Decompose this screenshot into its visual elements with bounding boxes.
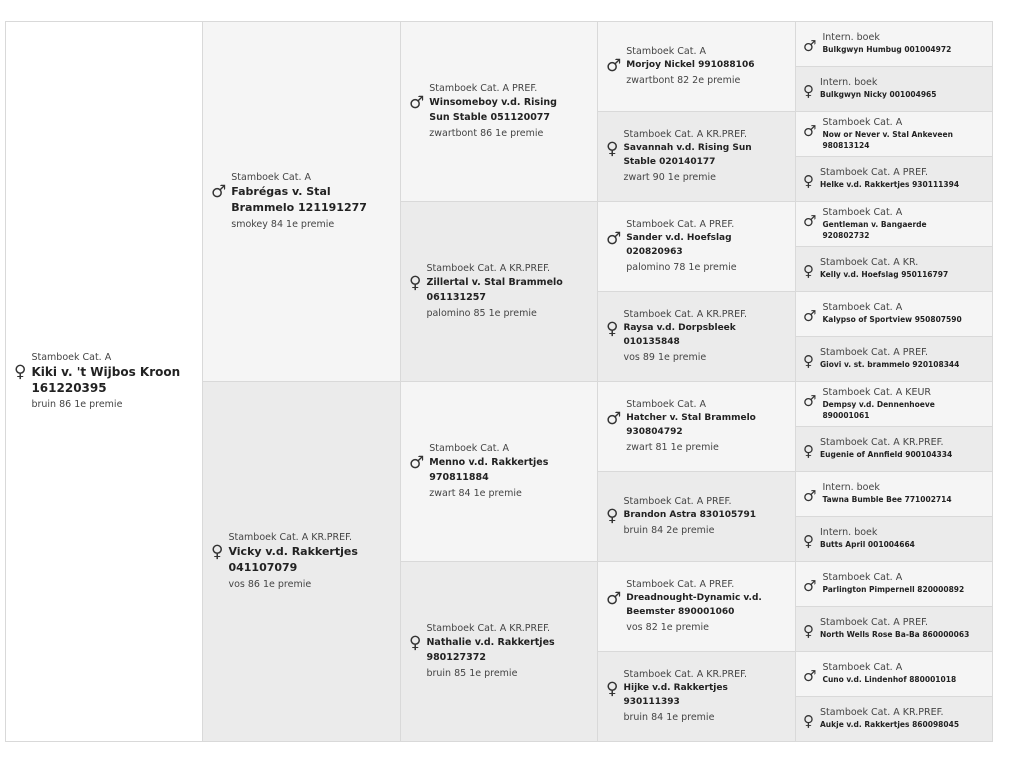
pedigree-cell-gen2	[400, 561, 598, 742]
female-symbol-icon: ♀	[803, 442, 814, 461]
female-symbol-icon: ♀	[409, 633, 422, 653]
horse-info	[626, 45, 781, 88]
pedigree-cell-gen4	[795, 561, 993, 607]
male-symbol-icon: ♂	[409, 453, 425, 473]
horse-name-link[interactable]: Tawna Bumble Bee 771002714	[822, 495, 952, 505]
pedigree-entry	[796, 572, 992, 596]
horse-name-link[interactable]: North Wells Rose Ba-Ba 860000063	[820, 630, 970, 640]
pedigree-entry	[6, 351, 202, 412]
pedigree-cell-gen4	[795, 381, 993, 427]
pedigree-cell-gen0	[5, 21, 203, 742]
pedigree-entry	[401, 622, 597, 681]
studbook-category: Stamboek Cat. A KR.PREF.	[623, 669, 748, 680]
pedigree-entry	[203, 171, 400, 232]
horse-name-link[interactable]: Sander v.d. Hoefslag 020820963	[626, 233, 732, 257]
horse-name-link[interactable]: Raysa v.d. Dorpsbleek 010135848	[623, 323, 736, 347]
horse-info	[623, 308, 778, 365]
pedigree-entry	[598, 128, 795, 185]
horse-info	[822, 482, 992, 506]
pedigree-entry	[401, 82, 597, 141]
horse-info	[822, 207, 992, 242]
horse-name-link[interactable]: Bulkgwyn Humbug 001004972	[822, 45, 952, 55]
male-symbol-icon: ♂	[606, 56, 622, 76]
horse-info	[822, 117, 992, 152]
male-symbol-icon: ♂	[803, 487, 817, 506]
studbook-category: Stamboek Cat. A	[626, 46, 707, 57]
horse-detail: zwart 81 1e premie	[626, 442, 719, 453]
studbook-category: Intern. boek	[820, 77, 878, 89]
horse-detail: vos 86 1e premie	[228, 579, 312, 590]
pedigree-cell-gen3	[597, 651, 796, 742]
male-symbol-icon: ♂	[803, 667, 817, 686]
female-symbol-icon: ♀	[606, 506, 619, 526]
horse-name-link[interactable]: Giovi v. st. brammelo 920108344	[820, 360, 960, 370]
horse-info	[626, 398, 781, 455]
horse-info	[820, 527, 992, 551]
pedigree-entry	[598, 668, 795, 725]
horse-name-link[interactable]: Gentleman v. Bangaerde 920802732	[822, 219, 927, 240]
female-symbol-icon: ♀	[606, 679, 619, 699]
pedigree-entry	[796, 662, 992, 686]
horse-detail: bruin 86 1e premie	[31, 399, 123, 410]
female-symbol-icon: ♀	[803, 622, 814, 641]
horse-detail: bruin 84 2e premie	[623, 525, 715, 536]
studbook-category: Stamboek Cat. A	[429, 443, 510, 454]
pedigree-cell-gen4	[795, 696, 993, 742]
horse-name-link[interactable]: Dempsy v.d. Dennenhoeve 890001061	[822, 399, 935, 420]
horse-name-link[interactable]: Zillertal v. Stal Brammelo 061131257	[426, 277, 563, 303]
male-symbol-icon: ♂	[803, 37, 817, 56]
pedigree-entry	[796, 167, 992, 191]
pedigree-cell-gen3	[597, 291, 796, 382]
pedigree-entry	[796, 527, 992, 551]
male-symbol-icon: ♂	[803, 307, 817, 326]
horse-name-link[interactable]: Eugenie of Annfield 900104334	[820, 450, 953, 460]
studbook-category: Stamboek Cat. A KR.	[820, 257, 919, 269]
pedigree-cell-gen4	[795, 66, 993, 112]
studbook-category: Stamboek Cat. A	[822, 116, 903, 128]
horse-info	[228, 531, 378, 592]
pedigree-cell-gen1	[202, 381, 401, 742]
pedigree-entry	[598, 578, 795, 635]
horse-name-link[interactable]: Bulkgwyn Nicky 001004965	[820, 90, 937, 100]
pedigree-cell-gen4	[795, 516, 993, 562]
horse-name-link[interactable]: Brandon Astra 830105791	[623, 510, 757, 520]
female-symbol-icon: ♀	[14, 362, 27, 382]
studbook-category: Stamboek Cat. A KR.PREF.	[426, 263, 551, 274]
horse-info	[820, 347, 992, 371]
horse-detail: zwart 90 1e premie	[623, 172, 717, 183]
female-symbol-icon: ♀	[606, 319, 619, 339]
studbook-category: Stamboek Cat. A KR.PREF.	[623, 129, 748, 140]
female-symbol-icon: ♀	[409, 273, 422, 293]
pedigree-entry	[598, 308, 795, 365]
pedigree-cell-gen3	[597, 201, 796, 292]
horse-info	[623, 128, 778, 185]
horse-detail: vos 89 1e premie	[623, 352, 707, 363]
horse-info	[820, 257, 992, 281]
male-symbol-icon: ♂	[606, 409, 622, 429]
studbook-category: Stamboek Cat. A	[231, 172, 312, 183]
horse-name-link[interactable]: Helke v.d. Rakkertjes 930111394	[820, 180, 960, 190]
studbook-category: Stamboek Cat. A	[626, 399, 707, 410]
female-symbol-icon: ♀	[803, 262, 814, 281]
horse-name-link[interactable]: Kalypso of Sportview 950807590	[822, 315, 962, 325]
pedigree-entry	[598, 218, 795, 275]
pedigree-cell-gen3	[597, 21, 796, 112]
pedigree-cell-gen2	[400, 381, 598, 562]
studbook-category: Stamboek Cat. A PREF.	[820, 167, 929, 179]
studbook-category: Stamboek Cat. A	[822, 206, 903, 218]
horse-name-link[interactable]: Dreadnought-Dynamic v.d. Beemster 890001060	[626, 593, 762, 617]
horse-info	[822, 662, 992, 686]
studbook-category: Intern. boek	[822, 482, 880, 494]
horse-name-link[interactable]: Parlington Pimpernell 820000892	[822, 585, 965, 595]
studbook-category: Stamboek Cat. A	[822, 302, 903, 314]
pedigree-cell-gen4	[795, 111, 993, 157]
studbook-category: Stamboek Cat. A KR.PREF.	[820, 437, 944, 449]
horse-info	[820, 77, 992, 101]
pedigree-cell-gen3	[597, 471, 796, 562]
studbook-category: Stamboek Cat. A PREF.	[626, 579, 735, 590]
horse-info	[429, 442, 579, 501]
horse-name-link[interactable]: Kiki v. 't Wijbos Kroon 161220395	[31, 365, 181, 395]
pedigree-cell-gen4	[795, 471, 993, 517]
pedigree-entry	[796, 437, 992, 461]
pedigree-cell-gen1	[202, 21, 401, 382]
pedigree-entry	[796, 347, 992, 371]
pedigree-entry	[796, 77, 992, 101]
male-symbol-icon: ♂	[409, 93, 425, 113]
horse-info	[822, 32, 992, 56]
horse-detail: zwartbont 86 1e premie	[429, 128, 544, 139]
pedigree-cell-gen4	[795, 336, 993, 382]
pedigree-cell-gen3	[597, 381, 796, 472]
horse-detail: palomino 78 1e premie	[626, 262, 737, 273]
horse-detail: zwartbont 82 2e premie	[626, 75, 741, 86]
horse-name-link[interactable]: Nathalie v.d. Rakkertjes 980127372	[426, 637, 555, 663]
male-symbol-icon: ♂	[803, 577, 817, 596]
horse-info	[822, 387, 992, 422]
studbook-category: Stamboek Cat. A KR.PREF.	[228, 532, 353, 543]
pedigree-entry	[796, 302, 992, 326]
pedigree-cell-gen4	[795, 426, 993, 472]
studbook-category: Stamboek Cat. A PREF.	[623, 496, 732, 507]
pedigree-entry	[796, 257, 992, 281]
pedigree-entry	[796, 482, 992, 506]
male-symbol-icon: ♂	[803, 391, 817, 410]
pedigree-entry	[796, 207, 992, 242]
pedigree-entry	[203, 531, 400, 592]
male-symbol-icon: ♂	[606, 589, 622, 609]
horse-info	[623, 495, 778, 538]
horse-detail: vos 82 1e premie	[626, 622, 709, 633]
studbook-category: Stamboek Cat. A KEUR	[822, 386, 932, 398]
pedigree-entry	[796, 707, 992, 731]
pedigree-cell-gen2	[400, 21, 598, 202]
pedigree-cell-gen4	[795, 246, 993, 292]
horse-name-link[interactable]: Kelly v.d. Hoefslag 950116797	[820, 270, 949, 280]
pedigree-entry	[796, 617, 992, 641]
male-symbol-icon: ♂	[803, 121, 817, 140]
horse-info	[822, 572, 992, 596]
pedigree-cell-gen4	[795, 156, 993, 202]
studbook-category: Stamboek Cat. A PREF.	[820, 347, 929, 359]
horse-info	[31, 351, 181, 412]
horse-info	[426, 262, 576, 321]
studbook-category: Stamboek Cat. A KR.PREF.	[426, 623, 551, 634]
male-symbol-icon: ♂	[211, 182, 227, 202]
horse-info	[626, 578, 781, 635]
studbook-category: Stamboek Cat. A PREF.	[429, 83, 538, 94]
pedigree-entry	[401, 262, 597, 321]
female-symbol-icon: ♀	[803, 82, 814, 101]
horse-name-link[interactable]: Cuno v.d. Lindenhof 880001018	[822, 675, 957, 685]
horse-name-link[interactable]: Winsomeboy v.d. Rising Sun Stable 051120077	[429, 97, 557, 123]
horse-info	[822, 302, 992, 326]
pedigree-entry	[598, 398, 795, 455]
horse-detail: bruin 84 1e premie	[623, 712, 715, 723]
male-symbol-icon: ♂	[803, 211, 817, 230]
pedigree-entry	[401, 442, 597, 501]
studbook-category: Stamboek Cat. A	[31, 352, 112, 363]
horse-name-link[interactable]: Now or Never v. Stal Ankeveen 980813124	[822, 129, 953, 150]
pedigree-entry	[598, 45, 795, 88]
pedigree-table	[5, 21, 992, 741]
female-symbol-icon: ♀	[803, 712, 814, 731]
horse-name-link[interactable]: Savannah v.d. Rising Sun Stable 020140177	[623, 143, 752, 167]
horse-info	[231, 171, 381, 232]
studbook-category: Intern. boek	[820, 527, 878, 539]
pedigree-cell-gen4	[795, 21, 993, 67]
male-symbol-icon: ♂	[606, 229, 622, 249]
horse-info	[820, 167, 992, 191]
studbook-category: Stamboek Cat. A KR.PREF.	[623, 309, 748, 320]
horse-name-link[interactable]: Vicky v.d. Rakkertjes 041107079	[228, 545, 358, 574]
horse-name-link[interactable]: Butts April 001004664	[820, 540, 915, 550]
female-symbol-icon: ♀	[606, 139, 619, 159]
horse-info	[820, 437, 992, 461]
horse-info	[820, 617, 992, 641]
pedigree-entry	[796, 117, 992, 152]
horse-name-link[interactable]: Menno v.d. Rakkertjes 970811884	[429, 457, 549, 483]
pedigree-cell-gen3	[597, 561, 796, 652]
horse-info	[626, 218, 781, 275]
studbook-category: Stamboek Cat. A PREF.	[820, 617, 929, 629]
pedigree-cell-gen4	[795, 606, 993, 652]
pedigree-cell-gen2	[400, 201, 598, 382]
studbook-category: Stamboek Cat. A	[822, 572, 903, 584]
horse-info	[429, 82, 579, 141]
horse-info	[623, 668, 778, 725]
studbook-category: Intern. boek	[822, 32, 880, 44]
female-symbol-icon: ♀	[211, 542, 224, 562]
pedigree-cell-gen4	[795, 651, 993, 697]
horse-name-link[interactable]: Hijke v.d. Rakkertjes 930111393	[623, 683, 728, 707]
horse-detail: bruin 85 1e premie	[426, 668, 518, 679]
pedigree-cell-gen4	[795, 291, 993, 337]
horse-detail: palomino 85 1e premie	[426, 308, 537, 319]
female-symbol-icon: ♀	[803, 532, 814, 551]
horse-info	[820, 707, 992, 731]
female-symbol-icon: ♀	[803, 352, 814, 371]
horse-name-link[interactable]: Fabrégas v. Stal Brammelo 121191277	[231, 185, 367, 214]
horse-detail: zwart 84 1e premie	[429, 488, 522, 499]
horse-name-link[interactable]: Morjoy Nickel 991088106	[626, 60, 755, 70]
pedigree-entry	[598, 495, 795, 538]
studbook-category: Stamboek Cat. A	[822, 662, 903, 674]
pedigree-entry	[796, 32, 992, 56]
female-symbol-icon: ♀	[803, 172, 814, 191]
horse-name-link[interactable]: Hatcher v. Stal Brammelo 930804792	[626, 413, 756, 437]
horse-info	[426, 622, 576, 681]
pedigree-cell-gen3	[597, 111, 796, 202]
studbook-category: Stamboek Cat. A KR.PREF.	[820, 707, 944, 719]
horse-detail: smokey 84 1e premie	[231, 219, 335, 230]
pedigree-cell-gen4	[795, 201, 993, 247]
pedigree-entry	[796, 387, 992, 422]
studbook-category: Stamboek Cat. A PREF.	[626, 219, 735, 230]
horse-name-link[interactable]: Aukje v.d. Rakkertjes 860098045	[820, 720, 960, 730]
